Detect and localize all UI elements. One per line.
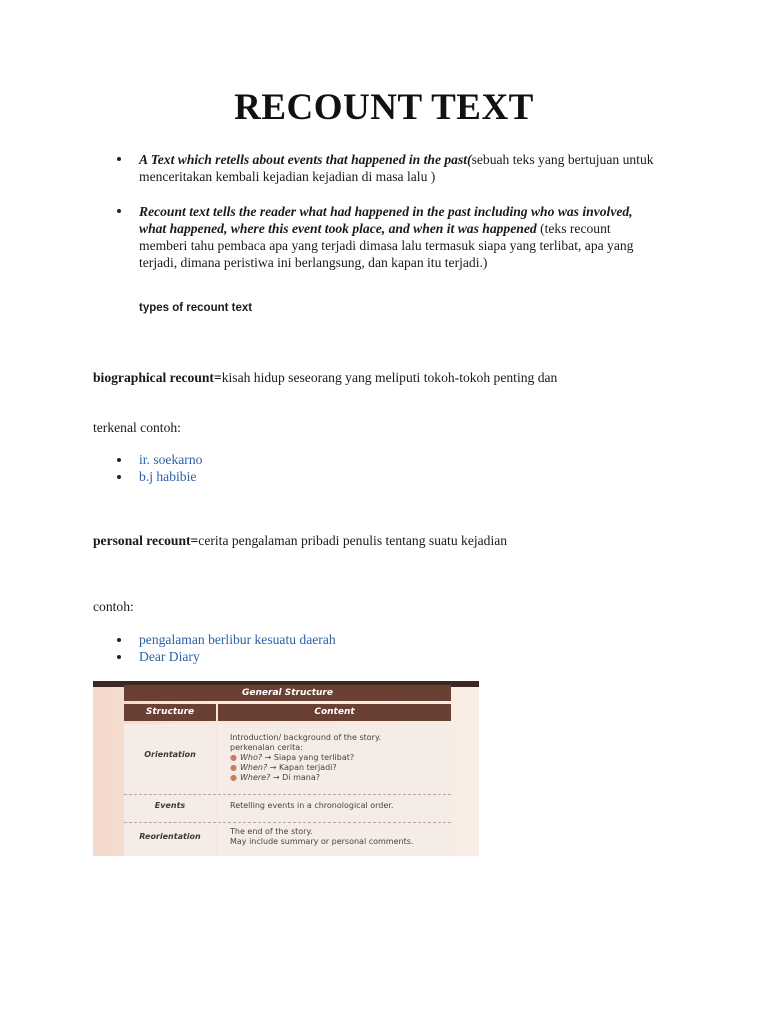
biographical-recount-term: biographical recount= — [93, 370, 222, 385]
events-content-cell — [218, 795, 451, 823]
example-link-soekarno[interactable]: ir. soekarno — [139, 451, 202, 468]
definition-bullet-2-english: Recount text tells the reader what had happened in the past including who was involved, what happened, where this event took place, and when it was happened — [139, 204, 633, 236]
orientation-item-where: ● Where? → Di mana? — [230, 773, 320, 782]
example-link-habibie[interactable]: b.j habibie — [139, 468, 202, 485]
figure-caption: General Structure — [124, 685, 451, 701]
personal-examples-intro: contoh: — [93, 599, 134, 614]
example-link-dear-diary[interactable]: Dear Diary — [139, 648, 336, 665]
personal-recount-text: cerita pengalaman pribadi penulis tentang suatu kejadian — [198, 533, 508, 548]
biographical-examples-intro: terkenal contoh: — [93, 420, 181, 435]
personal-examples-list — [139, 631, 336, 665]
definition-bullet-2 — [139, 203, 659, 271]
example-link-holiday[interactable]: pengalaman berlibur kesuatu daerah — [139, 631, 336, 648]
page-title: RECOUNT TEXT — [234, 87, 534, 128]
orientation-line-1: Introduction/ background of the story. — [230, 733, 382, 742]
definition-bullet-1 — [139, 151, 659, 185]
bullet-icon: ● — [230, 773, 237, 782]
bullet-icon: ● — [230, 753, 237, 762]
general-structure-figure — [93, 681, 479, 856]
reorientation-label-cell — [124, 823, 216, 856]
definition-bullet-1-english: A Text which retells about events that happened in the past( — [139, 152, 472, 167]
orientation-label-cell — [124, 724, 216, 795]
reorientation-line-1: The end of the story. — [230, 827, 313, 836]
biographical-recount-text: kisah hidup seseorang yang meliputi tokoh-tokoh penting dan — [221, 370, 558, 385]
definition-bullet-1-indonesian: sebuah teks yang bertujuan untuk menceritakan kembali kejadian kejadian di masa lalu ) — [139, 152, 654, 184]
orientation-line-2: perkenalan cerita: — [230, 743, 303, 752]
events-label-cell — [124, 795, 216, 823]
personal-recount-term: personal recount= — [93, 533, 199, 548]
personal-recount-definition — [93, 532, 507, 549]
events-line-1: Retelling events in a chronological order. — [230, 801, 394, 810]
reorientation-line-2: May include summary or personal comments. — [230, 837, 414, 846]
types-heading: types of recount text — [139, 302, 253, 314]
orientation-item-who: ● Who? → Siapa yang terlibat? — [230, 753, 355, 762]
reorientation-label: Reorientation — [139, 832, 201, 841]
events-label: Events — [154, 801, 186, 810]
orientation-item-when: ● When? → Kapan terjadi? — [230, 763, 337, 772]
structure-header: Structure — [124, 704, 216, 721]
biographical-recount-definition — [93, 369, 557, 386]
orientation-label: Orientation — [144, 750, 196, 759]
content-header: Content — [218, 704, 451, 721]
bullet-icon: ● — [230, 763, 237, 772]
biographical-examples-list — [139, 451, 202, 485]
definition-bullet-2-indonesian: (teks recount memberi tahu pembaca apa yang terjadi dimasa lalu termasuk siapa yang terlibat, apa yang terjadi, dimana peristiwa ini berlangsung, dan kapan itu terjadi.) — [139, 221, 634, 270]
bullet-dot — [117, 209, 121, 213]
bullet-dot — [117, 157, 121, 161]
orientation-content-cell — [218, 724, 451, 795]
reorientation-content-cell — [218, 823, 451, 856]
